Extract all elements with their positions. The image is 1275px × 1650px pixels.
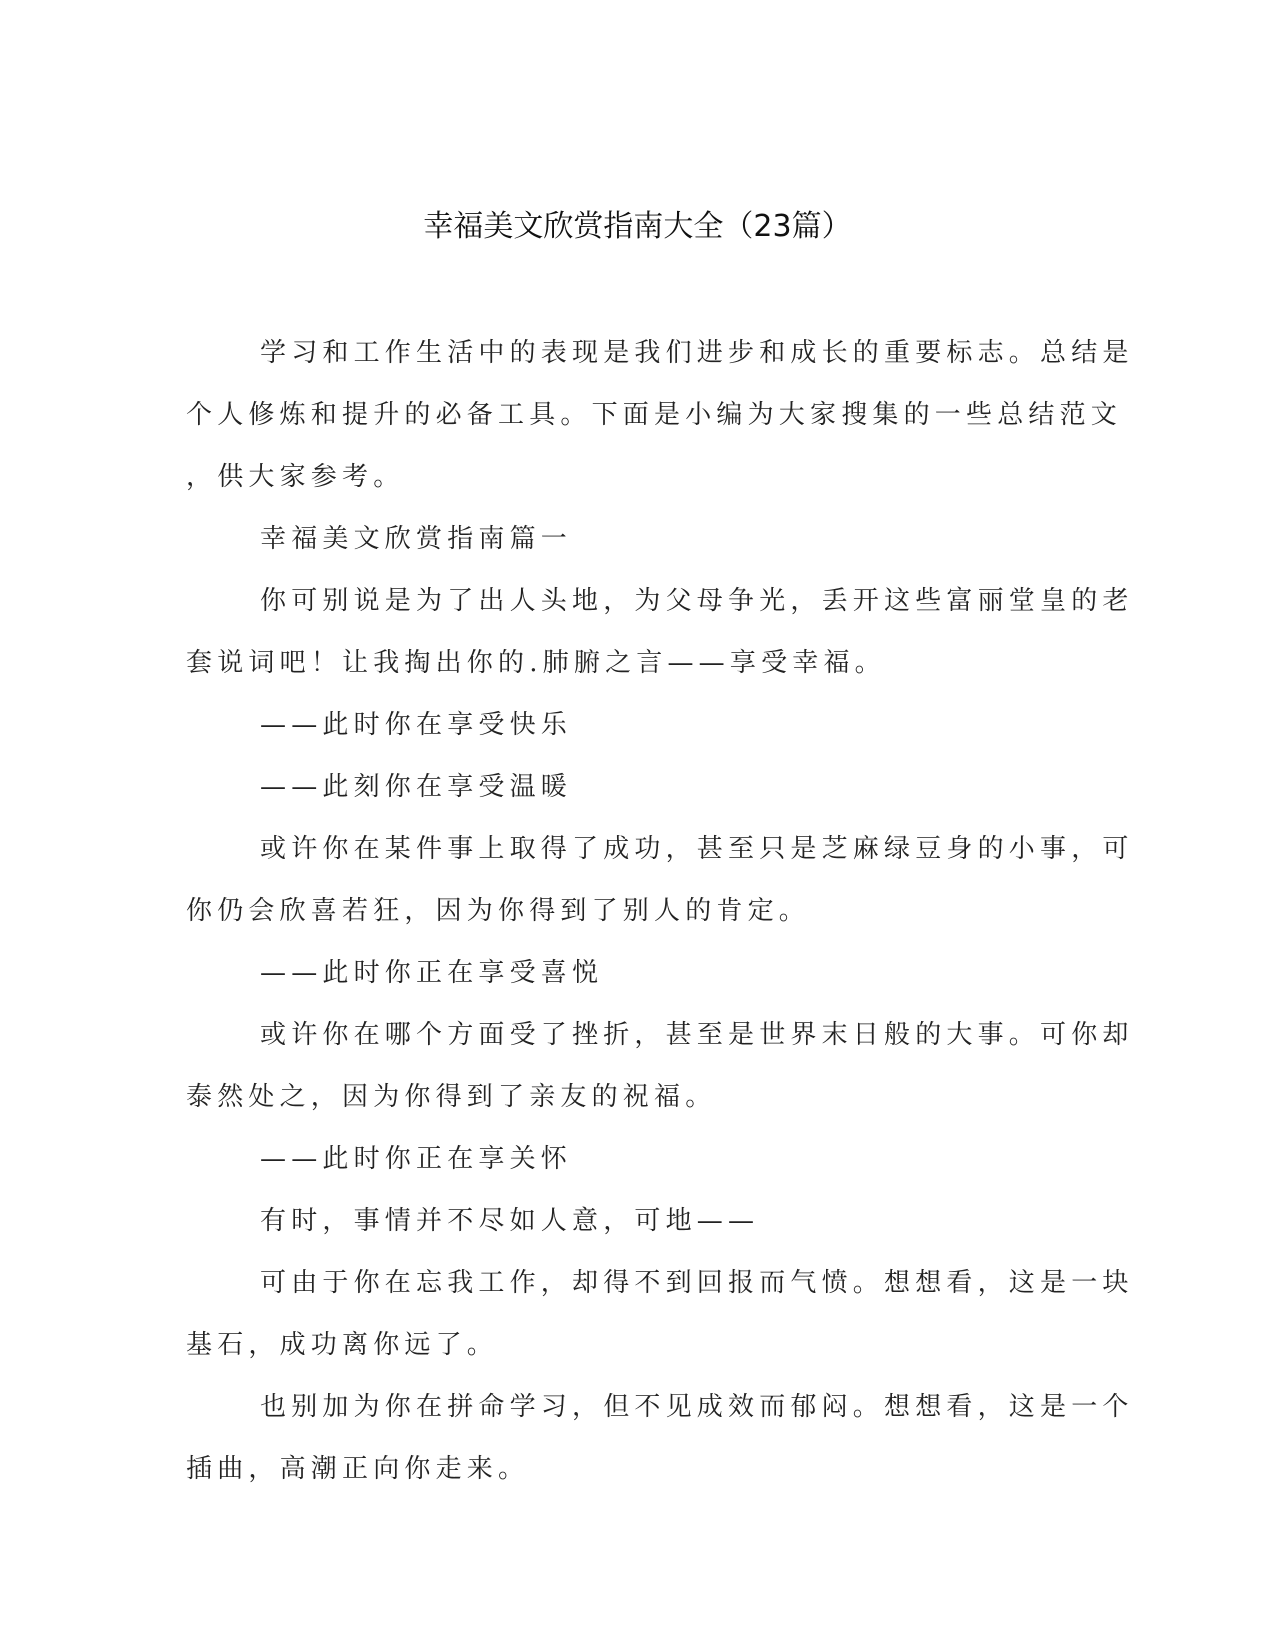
section-heading-text: 幸福美文欣赏指南篇一 bbox=[260, 524, 573, 554]
document-title: 幸福美文欣赏指南大全（23篇） bbox=[423, 209, 852, 244]
paragraph bbox=[186, 942, 1086, 1004]
paragraph bbox=[186, 1376, 1134, 1500]
paragraph-line: 学习和工作生活中的表现是我们进步和成长的重要标志。总结是 bbox=[260, 338, 1134, 368]
paragraph bbox=[186, 694, 1086, 756]
paragraph-line: 可由于你在忘我工作，却得不到回报而气愤。想想看，这是一块 bbox=[260, 1268, 1134, 1298]
paragraph-line: ——此时你正在享关怀 bbox=[260, 1144, 573, 1174]
paragraph-line: 个人修炼和提升的必备工具。下面是小编为大家搜集的一些总结范文 bbox=[186, 400, 1123, 430]
paragraph-line: 套说词吧！让我掏出你的.肺腑之言——享受幸福。 bbox=[186, 648, 886, 678]
paragraph-line: 插曲，高潮正向你走来。 bbox=[186, 1454, 530, 1484]
paragraph-line: 或许你在某件事上取得了成功，甚至只是芝麻绿豆身的小事，可 bbox=[260, 834, 1134, 864]
paragraph-line: 你可别说是为了出人头地，为父母争光，丢开这些富丽堂皇的老 bbox=[260, 586, 1134, 616]
paragraph-line: 泰然处之，因为你得到了亲友的祝福。 bbox=[186, 1082, 717, 1112]
paragraph-line: ——此时你在享受快乐 bbox=[260, 710, 573, 740]
paragraph bbox=[186, 818, 1134, 942]
paragraph-line: ，供大家参考。 bbox=[186, 462, 405, 492]
paragraph bbox=[186, 1190, 1086, 1252]
paragraph-line: ——此时你正在享受喜悦 bbox=[260, 958, 604, 988]
paragraph-line: 你仍会欣喜若狂，因为你得到了别人的肯定。 bbox=[186, 896, 811, 926]
paragraph-line: 也别加为你在拼命学习，但不见成效而郁闷。想想看，这是一个 bbox=[260, 1392, 1134, 1422]
paragraph-line: 有时，事情并不尽如人意，可地—— bbox=[260, 1206, 760, 1236]
paragraph-line: 基石，成功离你远了。 bbox=[186, 1330, 499, 1360]
paragraph bbox=[186, 1252, 1134, 1376]
document-body bbox=[186, 322, 1134, 1500]
paragraph bbox=[186, 756, 1086, 818]
paragraph bbox=[186, 1004, 1134, 1128]
paragraph bbox=[186, 1128, 1086, 1190]
paragraph bbox=[186, 322, 1134, 508]
paragraph-line: 或许你在哪个方面受了挫折，甚至是世界末日般的大事。可你却 bbox=[260, 1020, 1134, 1050]
paragraph bbox=[186, 570, 1134, 694]
section-heading bbox=[186, 508, 1086, 570]
paragraph-line: ——此刻你在享受温暖 bbox=[260, 772, 573, 802]
